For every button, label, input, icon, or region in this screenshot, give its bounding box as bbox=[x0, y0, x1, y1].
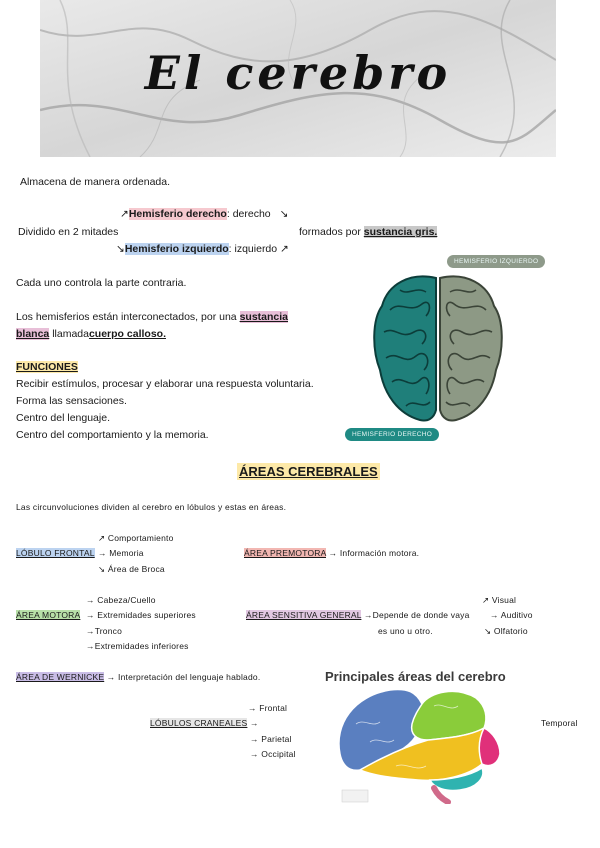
wernicke-line: ÁREA DE WERNICKE → Interpretación del lenguaje hablado. bbox=[16, 672, 261, 682]
function-item: Recibir estímulos, procesar y elaborar una respuesta voluntaria. bbox=[16, 378, 314, 390]
sensory-line: ÁREA SENSITIVA GENERAL →Depende de donde vaya bbox=[246, 610, 470, 620]
contrary-text: Cada uno controla la parte contraria. bbox=[16, 277, 187, 289]
areas-title: ÁREAS CEREBRALES bbox=[239, 464, 378, 479]
wernicke-area-label: ÁREA DE WERNICKE bbox=[16, 672, 105, 682]
function-item: Centro del lenguaje. bbox=[16, 412, 110, 424]
right-hemisphere-line: ↗Hemisferio derecho: derecho ↘ bbox=[120, 208, 289, 220]
intro-text: Almacena de manera ordenada. bbox=[20, 176, 171, 188]
premotor-area-label: ÁREA PREMOTORA bbox=[244, 548, 326, 558]
frontal-item: ↗ Comportamiento bbox=[98, 533, 174, 543]
arrow-up-right-icon: ↗ bbox=[120, 208, 129, 220]
lobe-item: → Frontal bbox=[248, 703, 288, 713]
diagram-title: Principales áreas del cerebro bbox=[325, 669, 506, 684]
brain-areas-diagram bbox=[330, 684, 510, 804]
motor-item: →Tronco bbox=[86, 626, 123, 636]
sensory-item: → Auditivo bbox=[490, 610, 533, 620]
formed-by: formados por sustancia gris. bbox=[299, 226, 438, 238]
gray-matter-label: sustancia gris. bbox=[363, 226, 438, 238]
left-hemisphere-badge: HEMISFERIO IZQUIERDO bbox=[447, 255, 545, 268]
function-item: Centro del comportamiento y la memoria. bbox=[16, 429, 209, 441]
division-label: Dividido en 2 mitades bbox=[18, 226, 119, 238]
motor-area-label: ÁREA MOTORA bbox=[16, 610, 81, 620]
function-item: Forma las sensaciones. bbox=[16, 395, 127, 407]
left-hemisphere-shape bbox=[374, 276, 436, 420]
sensory-item: ↗ Visual bbox=[482, 595, 517, 605]
left-hemisphere-label: Hemisferio izquierdo bbox=[124, 243, 229, 255]
logo-stamp bbox=[342, 790, 368, 802]
connected-line-2: blanca llamadacuerpo calloso. bbox=[16, 328, 166, 340]
connected-line-1: Los hemisferios están interconectados, por una sustancia bbox=[16, 311, 289, 323]
lobe-item: → Occipital bbox=[250, 749, 296, 759]
sensory-item: ↘ Olfatorio bbox=[484, 626, 528, 636]
right-hemisphere-badge: HEMISFERIO DERECHO bbox=[345, 428, 439, 441]
sensory-note: es uno u otro. bbox=[378, 626, 433, 636]
functions-title: FUNCIONES bbox=[16, 361, 78, 373]
areas-intro: Las circunvoluciones dividen al cerebro en lóbulos y estas en áreas. bbox=[16, 502, 287, 512]
corpus-callosum-label: cuerpo calloso. bbox=[88, 328, 166, 340]
cranial-lobes-label: LÓBULOS CRANEALES bbox=[150, 718, 248, 728]
motor-item: → Extremidades superiores bbox=[86, 610, 196, 620]
frontal-lobe-label: LÓBULO FRONTAL bbox=[16, 548, 95, 558]
motor-item: → Cabeza/Cuello bbox=[86, 595, 156, 605]
frontal-item: → Memoria bbox=[98, 548, 144, 558]
premotor-line: ÁREA PREMOTORA → Información motora. bbox=[244, 548, 420, 558]
sensory-area-label: ÁREA SENSITIVA GENERAL bbox=[246, 610, 362, 620]
page-title: El cerebro bbox=[144, 46, 452, 100]
brain-hemispheres-illustration bbox=[370, 270, 510, 430]
right-hemisphere-shape bbox=[440, 276, 502, 420]
title-banner bbox=[40, 0, 556, 157]
right-hemisphere-label: Hemisferio derecho bbox=[128, 208, 227, 220]
frontal-item: ↘ Área de Broca bbox=[98, 564, 165, 574]
lobe-item-temporal: Temporal bbox=[541, 718, 578, 728]
cranial-lobes-line: LÓBULOS CRANEALES → bbox=[150, 718, 259, 728]
left-hemisphere-line: ↘Hemisferio izquierdo: izquierdo ↗ bbox=[116, 243, 289, 255]
arrow-down-right-icon: ↘ bbox=[279, 208, 289, 220]
lobe-item: → Parietal bbox=[250, 734, 292, 744]
motor-item: →Extremidades inferiores bbox=[86, 641, 189, 651]
